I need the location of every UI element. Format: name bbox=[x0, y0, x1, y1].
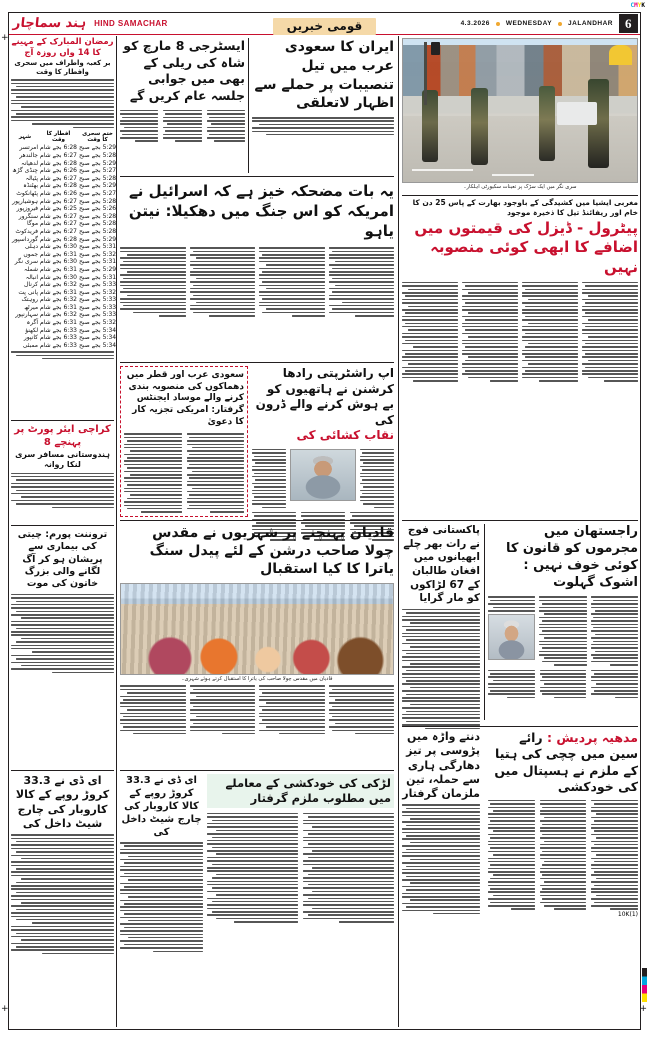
kashmir-street-photo bbox=[402, 38, 638, 183]
cell-city: جالندھر bbox=[19, 152, 39, 160]
prayer-time-row bbox=[11, 144, 117, 152]
cell-iftar: 6:31 بجے شام bbox=[40, 250, 77, 258]
registration-mark-left: + bbox=[1, 33, 9, 43]
cell-iftar: 6:27 بجے شام bbox=[40, 197, 77, 205]
section-divider bbox=[120, 362, 394, 363]
cell-city: میرٹھ bbox=[24, 303, 39, 311]
section-divider bbox=[402, 520, 638, 521]
column-divider bbox=[484, 524, 485, 720]
ramadan-headline: رمضان المبارک کے مہینے کا 14 واں روزہ آج bbox=[11, 37, 114, 58]
cell-iftar: 6:33 بجے شام bbox=[40, 326, 77, 334]
ed-chargesheet-article bbox=[11, 770, 114, 954]
cell-sehri: 5:28 بجے صبح bbox=[78, 212, 117, 220]
ramadan-subhead: بر کعبہ واطراف میں سحری وافطار کا وقت bbox=[14, 59, 111, 77]
cell-iftar: 6:30 بجے شام bbox=[40, 273, 77, 281]
prayer-time-row bbox=[11, 175, 117, 183]
prayer-time-row bbox=[11, 220, 117, 228]
col-header-iftar: افطار کا وقت bbox=[46, 131, 71, 144]
cell-city: موگا bbox=[27, 220, 39, 228]
cell-iftar: 6:27 بجے شام bbox=[40, 174, 77, 182]
karachi-body bbox=[11, 473, 114, 508]
ed-cont-body bbox=[120, 842, 203, 952]
cell-sehri: 5:27 بجے صبح bbox=[78, 189, 117, 197]
cell-iftar: 6:32 بجے شام bbox=[40, 281, 77, 289]
prayer-time-row bbox=[11, 152, 117, 160]
cell-city: فریدکوٹ bbox=[15, 227, 39, 235]
prayer-time-row bbox=[11, 243, 117, 251]
prayer-time-row bbox=[11, 311, 117, 319]
cell-sehri: 5:32 بجے صبح bbox=[78, 319, 117, 327]
prayer-time-row bbox=[11, 167, 117, 175]
registration-mark-bottomright: + bbox=[639, 1004, 647, 1014]
cell-sehri: 5:32 بجے صبح bbox=[78, 288, 117, 296]
karachi-subheadline: ہندوستانی مسافر سری لنکا روانہ bbox=[15, 449, 110, 469]
cell-sehri: 5:34 بجے صبح bbox=[78, 334, 117, 342]
ed-continuation-column bbox=[120, 774, 203, 952]
prayer-time-row bbox=[11, 212, 117, 220]
cell-iftar: 6:31 بجے شام bbox=[40, 265, 77, 273]
drone-headline-highlight: نقاب کشائی کی bbox=[296, 428, 394, 443]
cell-city: امرتسر bbox=[19, 144, 39, 152]
gehlot-col-1 bbox=[591, 595, 638, 666]
mp-raisen-article bbox=[488, 730, 638, 918]
dantewada-headline: دنتے واڑہ میں پڑوسی پر تیز دھارگی ہاری سے حملہ، تین ملزمان گرفتار bbox=[402, 730, 480, 801]
petrol-diesel-article bbox=[402, 195, 638, 382]
mp-headline bbox=[488, 730, 638, 795]
suicide-headline: لڑکی کی خودکشی کے معاملے میں مطلوب ملزم گرفتار bbox=[225, 776, 391, 805]
ed-body bbox=[11, 834, 114, 954]
gehlot-photo-col bbox=[488, 595, 535, 666]
mossad-body bbox=[124, 431, 244, 512]
ramadan-footer-text bbox=[11, 351, 114, 359]
suicide-headline-box bbox=[207, 774, 394, 808]
ramadan-intro-text bbox=[11, 79, 114, 128]
cell-sehri: 5:33 بجے صبح bbox=[78, 311, 117, 319]
chola-body bbox=[120, 684, 394, 735]
prayer-time-row bbox=[11, 296, 117, 304]
gehlot-body-wrap bbox=[488, 595, 638, 666]
cell-iftar: 6:26 بجے شام bbox=[40, 189, 77, 197]
cell-iftar: 6:27 بجے شام bbox=[40, 212, 77, 220]
netanyahu-body bbox=[120, 245, 394, 316]
prayer-time-row bbox=[11, 190, 117, 198]
col-header-sehri: ختم سحری کا وقت bbox=[82, 131, 113, 144]
taliban-article bbox=[402, 524, 480, 729]
prayer-time-row bbox=[11, 342, 117, 350]
color-calibration-bar bbox=[642, 968, 647, 1002]
gehlot-portrait-photo bbox=[488, 614, 535, 660]
cell-sehri: 5:28 بجے صبح bbox=[78, 152, 117, 160]
cell-sehri: 5:28 بجے صبح bbox=[78, 220, 117, 228]
section-divider bbox=[120, 176, 394, 177]
cell-iftar: 6:28 بجے شام bbox=[40, 182, 77, 190]
section-banner: قومی خبریں bbox=[273, 18, 376, 35]
rally-headline: ایسٹرجی 8 مارچ کو شاہ کی ریلی کے بھی میں جوابی جلسہ عام کریں گے bbox=[123, 38, 245, 103]
drone-col-2 bbox=[252, 447, 286, 508]
mossad-box bbox=[120, 366, 248, 517]
cell-iftar: 6:32 بجے شام bbox=[40, 296, 77, 304]
cell-city: سہارنپور bbox=[15, 311, 39, 319]
cell-iftar: 6:28 بجے شام bbox=[40, 144, 77, 152]
prayer-time-row bbox=[11, 258, 117, 266]
cell-sehri: 5:33 بجے صبح bbox=[78, 281, 117, 289]
cell-city: لدھیانہ bbox=[21, 159, 39, 167]
cell-city: گورداسپور bbox=[12, 235, 39, 243]
mossad-headline: سعودی عرب اور قطر میں دھماکوں کی منصوبہ بندی کرنے والے موساد ایجنٹس گرفتار: امریکی تجزیہ کار کا دعویٰ bbox=[126, 370, 244, 427]
drone-headline: اپ راشٹرپتی رادھا کرشنن نے ہاتھیوں کو بے ہوش کرنے والے ڈرون کی bbox=[255, 366, 394, 427]
cell-sehri: 5:32 بجے صبح bbox=[78, 250, 117, 258]
cell-iftar: 6:33 بجے شام bbox=[40, 334, 77, 342]
cell-city: پٹھانکوٹ bbox=[16, 189, 39, 197]
cell-iftar: 6:25 بجے شام bbox=[40, 205, 77, 213]
cell-iftar: 6:31 بجے شام bbox=[40, 288, 77, 296]
cell-sehri: 5:31 بجے صبح bbox=[78, 243, 117, 251]
masthead-logo-english: HIND SAMACHAR bbox=[94, 19, 168, 28]
cell-sehri: 5:31 بجے صبح bbox=[78, 258, 117, 266]
publication-day: WEDNESDAY bbox=[505, 20, 553, 27]
cell-iftar: 6:27 بجے شام bbox=[40, 152, 77, 160]
cell-city: بھٹنڈہ bbox=[23, 182, 39, 190]
cell-sehri: 5:28 بجے صبح bbox=[78, 227, 117, 235]
suicide-body bbox=[207, 811, 394, 923]
prayer-time-row bbox=[11, 228, 117, 236]
cell-iftar: 6:26 بجے شام bbox=[40, 167, 77, 175]
cmyk-print-mark: CMYK bbox=[630, 2, 645, 9]
petrol-kicker: مغربی ایشیا میں کشیدگی کے باوجود بھارت کے پاس 25 دن کا خام اور ریفائنڈ تیل کا ذخیرہ موجود bbox=[412, 198, 638, 217]
cell-iftar: 6:31 بجے شام bbox=[40, 303, 77, 311]
prayer-time-row bbox=[11, 159, 117, 167]
netanyahu-article bbox=[120, 182, 394, 317]
prayer-time-row bbox=[11, 288, 117, 296]
prayer-time-row bbox=[11, 235, 117, 243]
iran-body bbox=[252, 117, 394, 135]
prayer-times-table bbox=[11, 130, 117, 349]
kashmir-photo-block bbox=[402, 38, 638, 190]
cell-sehri: 5:29 بجے صبح bbox=[78, 159, 117, 167]
cell-city: فیروزپور bbox=[16, 205, 39, 213]
iran-saudi-article bbox=[252, 38, 394, 135]
iran-headline: ایران کا سعودی عرب میں تیل تنصیبات پر حملے سے اظہار لاتعلقی bbox=[254, 39, 394, 112]
tarun-headline: تروننت پورم: چیتی کی بیماری سے پریشان ہو کر آگ لگانے والی بزرگ خاتون کی موت bbox=[17, 529, 108, 590]
ramadan-timetable-article bbox=[11, 37, 117, 359]
cell-sehri: 5:27 بجے صبح bbox=[78, 167, 117, 175]
gehlot-article bbox=[488, 524, 638, 698]
cell-sehri: 5:29 بجے صبح bbox=[78, 265, 117, 273]
cell-city: جموں bbox=[23, 250, 39, 258]
cell-sehri: 5:33 بجے صبح bbox=[78, 303, 117, 311]
petrol-body bbox=[402, 280, 638, 382]
section-divider bbox=[120, 770, 394, 771]
cell-city: دہلی bbox=[24, 243, 39, 251]
cell-iftar: 6:30 بجے شام bbox=[40, 243, 77, 251]
cell-sehri: 5:34 بجے صبح bbox=[78, 326, 117, 334]
gehlot-headline: راجستھان میں مجرموں کو قانون کا کوئی خوف نہیں : اشوک گہلوت bbox=[505, 524, 638, 590]
cell-city: انبالہ bbox=[25, 273, 39, 281]
cell-iftar: 6:32 بجے شام bbox=[40, 311, 77, 319]
gehlot-body-lower bbox=[488, 668, 638, 699]
kashmir-photo-caption: سری نگر میں ایک سڑک پر تعینات سکیورٹی اہلکار۔ bbox=[463, 184, 577, 190]
prayer-time-row bbox=[11, 326, 117, 334]
cell-sehri: 5:28 بجے صبح bbox=[78, 174, 117, 182]
mp-kicker: مدھیہ پردیش : bbox=[546, 730, 638, 745]
prayer-time-row bbox=[11, 266, 117, 274]
masthead-logo-urdu[interactable]: ہند سماچار bbox=[12, 16, 87, 31]
mp-code: 10K(1) bbox=[617, 910, 638, 918]
cell-city: ممبئی bbox=[22, 341, 39, 349]
registration-mark-bottomleft: + bbox=[1, 1004, 9, 1014]
cell-city: کانپور bbox=[23, 334, 39, 342]
chola-sahib-article bbox=[120, 524, 394, 734]
mp-headline-text: رائے سین میں چچی کی ہتیا کے ملزم نے ہسپتال میں کی خودکشی bbox=[494, 730, 638, 794]
dantewada-body bbox=[402, 804, 480, 914]
prayer-time-row bbox=[11, 197, 117, 205]
ed-cont-headline: ای ڈی نے 33.3 کروڑ روپے کے کالا کاروبار کی چارج شیٹ داخل کی bbox=[121, 775, 202, 838]
section-divider bbox=[402, 726, 638, 727]
masthead bbox=[9, 13, 640, 35]
karachi-airport-article bbox=[11, 420, 114, 508]
dantewada-article bbox=[402, 730, 480, 914]
section-divider bbox=[120, 520, 394, 521]
publication-date: 4.3.2026 bbox=[460, 20, 490, 27]
cell-city: ہوشیارپور bbox=[12, 197, 39, 205]
drone-photo-col bbox=[290, 447, 356, 508]
cell-iftar: 6:30 بجے شام bbox=[40, 258, 77, 266]
prayer-time-row bbox=[11, 273, 117, 281]
taliban-headline: پاکستانی فوج نے رات بھر چلے ابھیانوں میں افغان طالبان کے 67 لڑاکوں کو مار گرایا bbox=[403, 524, 480, 605]
cell-city: کرنال bbox=[24, 281, 39, 289]
petrol-headline: پیٹرول - ڈیزل کی قیمتوں میں اضافے کا ابھی کوئی منصوبہ نہیں bbox=[414, 218, 638, 276]
cell-sehri: 5:28 بجے صبح bbox=[78, 197, 117, 205]
page-number-badge: 6 bbox=[619, 14, 638, 33]
chola-photo-caption: قادیان میں مقدس چولا صاحب کی یاترا کا استقبال کرتے ہوئے شہری۔ bbox=[181, 675, 333, 682]
cell-city: لکھنؤ bbox=[25, 326, 39, 334]
tarun-body bbox=[11, 594, 114, 673]
cell-city: چنڈی گڑھ bbox=[12, 167, 39, 175]
ed-headline: ای ڈی نے 33.3 کروڑ روپے کے کالا کاروبار کی چارج شیٹ داخل کی bbox=[15, 774, 110, 830]
column-divider bbox=[398, 36, 399, 1027]
suicide-case-article bbox=[207, 774, 394, 923]
mossad-article bbox=[120, 366, 248, 517]
cell-sehri: 5:26 بجے صبح bbox=[78, 205, 117, 213]
cell-sehri: 5:33 بجے صبح bbox=[78, 296, 117, 304]
gehlot-col-2 bbox=[539, 595, 586, 666]
cell-iftar: 6:31 بجے شام bbox=[40, 319, 77, 327]
cell-city: پانی پت bbox=[18, 288, 39, 296]
prayer-time-row bbox=[11, 182, 117, 190]
edition-city: JALANDHAR bbox=[568, 20, 613, 27]
chola-headline bbox=[120, 524, 394, 579]
karachi-headline: کراچی ایئر پورٹ پر پہنچے 8 bbox=[14, 424, 111, 448]
cell-iftar: 6:33 بجے شام bbox=[40, 341, 77, 349]
cell-city: سنگرور bbox=[18, 212, 39, 220]
mp-body bbox=[488, 798, 638, 910]
cell-iftar: 6:28 بجے شام bbox=[40, 159, 77, 167]
rally-article bbox=[120, 38, 245, 142]
cell-iftar: 6:28 بجے شام bbox=[40, 235, 77, 243]
chola-procession-photo bbox=[120, 583, 394, 675]
cell-iftar: 6:27 بجے شام bbox=[40, 220, 77, 228]
cell-iftar: 6:27 بجے شام bbox=[40, 227, 77, 235]
drone-article bbox=[252, 366, 394, 541]
cell-city: شملہ bbox=[24, 265, 39, 273]
cell-city: آگرہ bbox=[26, 319, 39, 327]
drone-body-wrap bbox=[252, 447, 394, 508]
drone-official-portrait bbox=[290, 449, 356, 501]
taliban-body bbox=[402, 609, 480, 729]
cell-sehri: 5:29 بجے صبح bbox=[78, 144, 117, 152]
cell-city: روہتک bbox=[21, 296, 39, 304]
prayer-time-row bbox=[11, 319, 117, 327]
chola-headline-text: قادیان پہنچنے پر شہریوں نے مقدس چولا صاحب درشن کے لئے پیدل سنگ یاترا کا کیا استقبال bbox=[149, 525, 394, 578]
prayer-time-row bbox=[11, 334, 117, 342]
col-header-city: شہر bbox=[18, 134, 32, 141]
section-banner-wrap bbox=[9, 15, 640, 35]
cell-sehri: 5:29 بجے صبح bbox=[78, 182, 117, 190]
cell-sehri: 5:31 بجے صبح bbox=[78, 273, 117, 281]
netanyahu-headline: یہ بات مضحکہ خیز ہے کہ اسرائیل نے امریکہ کو اس جنگ میں دھکیلا: نیتن یاہو bbox=[128, 182, 394, 240]
cell-city: پٹیالہ bbox=[25, 174, 39, 182]
table-header-row bbox=[11, 130, 117, 144]
prayer-time-row bbox=[11, 304, 117, 312]
cell-sehri: 5:34 بجے صبح bbox=[78, 341, 117, 349]
prayer-time-row bbox=[11, 205, 117, 213]
drone-col-1 bbox=[360, 447, 394, 508]
prayer-time-row bbox=[11, 281, 117, 289]
rally-body bbox=[120, 108, 245, 142]
cell-sehri: 5:29 بجے صبح bbox=[78, 235, 117, 243]
cell-city: سری نگر bbox=[14, 258, 39, 266]
thiruvananthapuram-article bbox=[11, 525, 114, 673]
column-divider bbox=[248, 38, 249, 173]
prayer-time-row bbox=[11, 250, 117, 258]
